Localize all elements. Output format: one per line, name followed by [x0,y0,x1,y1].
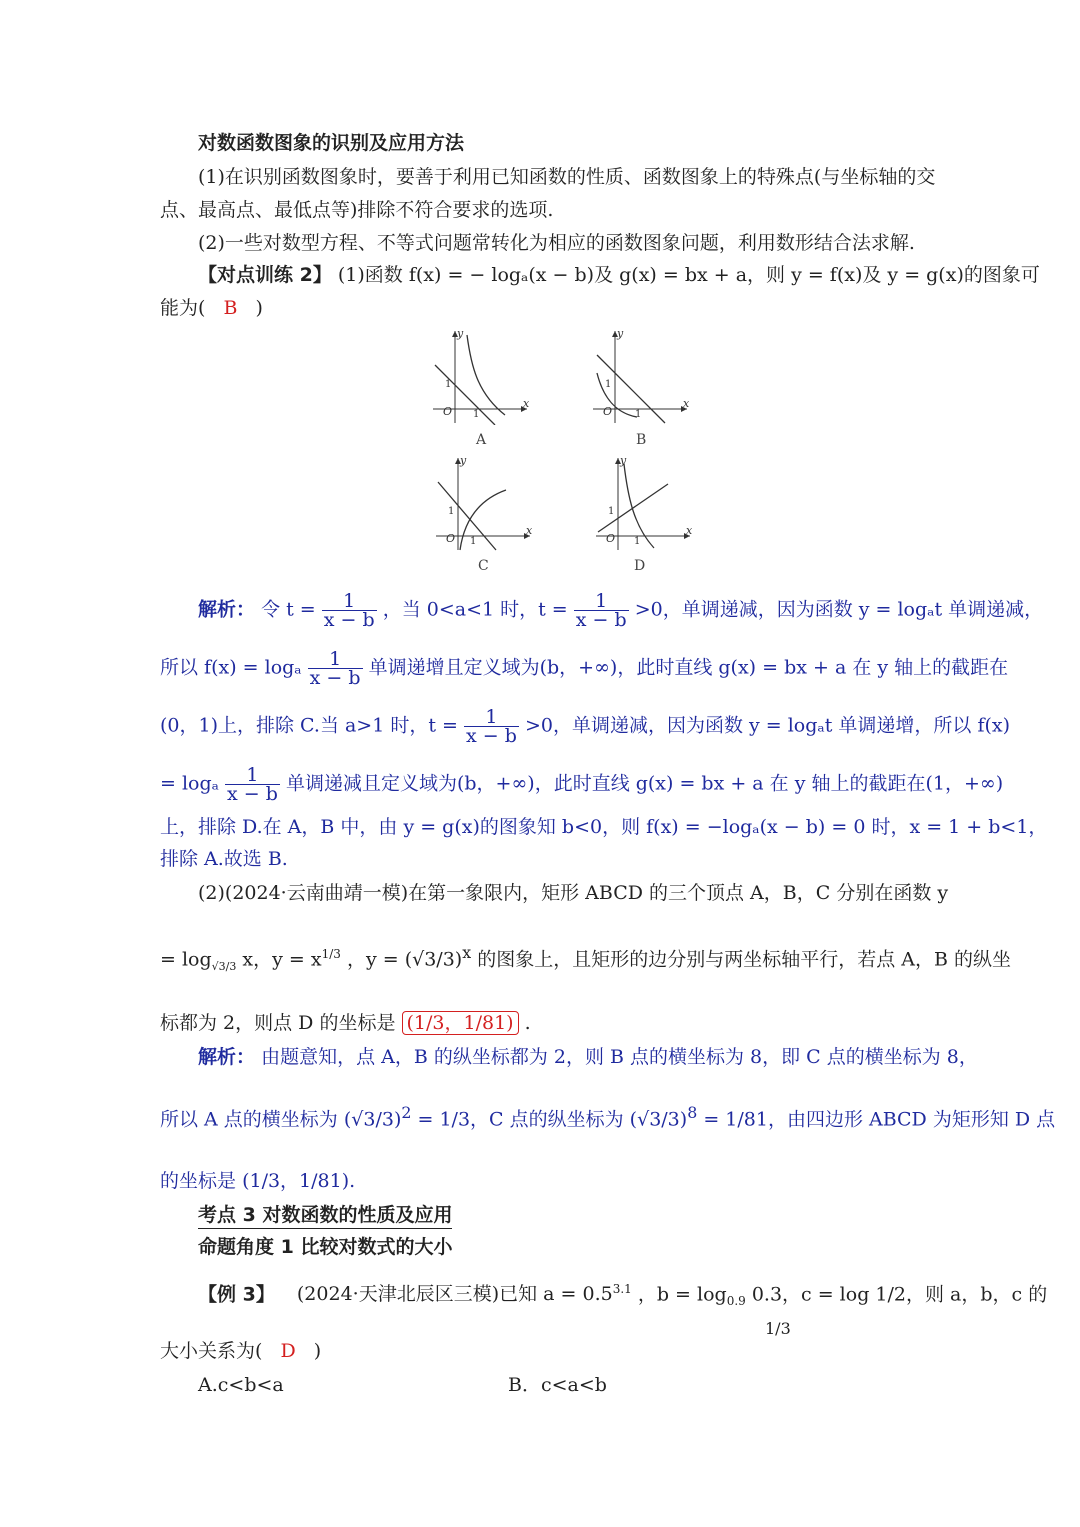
solution1-line6: 排除 A.故选 B. [160,848,288,870]
solution2-label: 解析： [198,1046,256,1068]
example3-line2 [160,1338,321,1364]
question2-line1: (2)(2024·云南曲靖一模)在第一象限内，矩形 ABCD 的三个顶点 A，B，C 分别在函数 y [198,882,949,904]
question2-line3 [160,1010,531,1036]
solution2-line2 [160,1100,1055,1132]
exponent: 8 [687,1103,698,1122]
section-heading: 对数函数图象的识别及应用方法 [198,132,465,154]
solution1-line4 [160,766,1003,803]
graph-b-label: B [636,432,647,448]
solution2-text: = 1/81，由四边形 ABCD 为矩形知 D 点 [703,1108,1056,1131]
base-paren: (√3/3) [343,1108,402,1131]
graph-c [428,452,538,552]
svg-text:1: 1 [448,506,455,517]
solution1-text: 所以 f(x) = logₐ [160,656,302,679]
frac-den: x − b [323,609,375,631]
svg-text:x: x [683,397,690,410]
example3-text: ) [313,1340,322,1362]
q2-text: 标都为 2，则点 D 的坐标是 [160,1012,396,1034]
training-text-2a: 能为( [160,297,206,319]
y-axis-label: y [457,327,464,340]
paragraph-1b: 点、最高点、最低点等)排除不符合要求的选项. [160,199,554,221]
solution1-text: (0，1)上，排除 C.当 a>1 时，t = [160,714,458,737]
frac-den: x − b [466,725,517,747]
example3-text: 1/2，则 a，b，c 的 [875,1283,1048,1306]
frac-den: x − b [309,667,361,689]
log-base: 0.9 [726,1294,746,1309]
solution1-text: 单调递减且定义域为(b，+∞)，此时直线 g(x) = bx + a 在 y 轴上的截距在(1，+∞) [285,772,1004,795]
svg-text:1: 1 [445,379,452,390]
q2-text: ，y = [346,948,399,971]
training-answer: B [223,297,238,319]
example3-line1 [198,1276,1047,1314]
graph-a-label: A [476,432,487,448]
solution1-text: ，当 0<a<1 时，t = [382,598,568,621]
frac-num: 1 [574,592,629,611]
solution2-text: 所以 A 点的横坐标为 [160,1108,338,1131]
base-paren: (√3/3) [629,1108,688,1131]
frac-den: x − b [227,783,278,805]
q2-answer: (1/3，1/81) [402,1011,519,1035]
option-b: B．c<a<b [508,1374,607,1396]
svg-text:O: O [603,405,613,418]
example3-text: 大小关系为( [160,1340,263,1362]
solution1-line1 [198,592,1043,629]
exponent: 3.1 [612,1282,632,1296]
solution1-label: 解析： [198,598,256,621]
svg-text:y: y [617,327,624,340]
svg-text:1: 1 [473,409,480,420]
example3-label: 【例 3】 [198,1283,275,1306]
graph-d-label: D [634,558,646,574]
solution1-line2 [160,650,1008,687]
svg-text:1: 1 [635,409,642,420]
solution1-line3 [160,708,1010,745]
q2-text: . [524,1012,531,1034]
solution1-text: 单调递增且定义域为(b，+∞)，此时直线 g(x) = bx + a 在 y 轴上的截距在 [368,656,1009,679]
option-a: A.c<b<a [198,1374,284,1396]
question2-line2 [160,940,1011,980]
solution2-answer: (1/3，1/81). [242,1170,356,1192]
log-base: √3/3 [211,960,237,974]
frac-num: 1 [464,708,519,727]
graph-c-label: C [478,558,489,574]
svg-text:x: x [686,524,693,537]
svg-text:O: O [446,532,456,545]
training-text: (1)函数 f(x) = − logₐ(x − b)及 g(x) = bx + a，则 y = f(x)及 y = g(x)的图象可 [337,264,1040,286]
section-title: 考点 3 对数函数的性质及应用 [198,1202,452,1229]
example3-text: ，b = log [637,1283,727,1306]
svg-text:O: O [443,405,453,418]
training-line [198,262,1040,288]
q2-text: = log [160,948,212,971]
exponent: 2 [401,1103,412,1122]
training-text-2b: ) [255,297,263,319]
solution2-line1 [198,1044,978,1070]
svg-text:O: O [606,532,616,545]
frac-num: 1 [225,766,280,785]
solution2-line3 [160,1168,355,1194]
q2-text: x，y = x [242,948,322,971]
exponent: 1/3 [321,947,341,961]
solution1-text: >0，单调递减，因为函数 y = logₐt 单调递增，所以 f(x) [524,714,1011,737]
solution1-text: >0，单调递减，因为函数 y = logₐt 单调递减， [634,598,1044,621]
solution2-text: 的坐标是 [160,1170,237,1192]
example3-text: 0.3，c = log [751,1283,870,1306]
training-label: 【对点训练 2】 [198,264,332,286]
svg-text:x: x [526,524,533,537]
paragraph-2: (2)一些对数型方程、不等式问题常转化为相应的函数图象问题，利用数形结合法求解. [198,232,915,254]
frac-den: x − b [575,609,627,631]
solution1-text: = logₐ [160,772,219,795]
svg-text:1: 1 [608,506,615,517]
exponent: x [462,943,472,962]
solution1-text: 令 t = [261,598,316,621]
base-paren: (√3/3) [404,948,463,971]
paragraph-1a: (1)在识别函数图象时，要善于利用已知函数的性质、函数图象上的特殊点(与坐标轴的交 [198,166,936,188]
solution2-text: 由题意知，点 A，B 的纵坐标都为 2，则 B 点的横坐标为 8，即 C 点的横坐标为 8， [261,1046,978,1068]
frac-num: 1 [308,650,363,669]
svg-text:y: y [460,454,467,467]
svg-text:1: 1 [634,536,641,547]
frac-num: 1 [322,592,377,611]
graph-b [585,325,695,425]
svg-text:y: y [620,454,627,467]
svg-text:1: 1 [470,536,477,547]
solution2-text: = 1/3，C 点的纵坐标为 [417,1108,624,1131]
example3-answer: D [280,1340,296,1362]
graph-a [425,325,535,425]
subsection-title: 命题角度 1 比较对数式的大小 [198,1236,453,1258]
log-base-c: 1/3 [765,1319,791,1338]
x-axis-label: x [523,397,530,410]
solution1-line5: 上，排除 D.在 A，B 中，由 y = g(x)的图象知 b<0，则 f(x) = −logₐ(x − b) = 0 时，x = 1 + b<1， [160,816,1048,838]
q2-text: 的图象上，且矩形的边分别与两坐标轴平行，若点 A，B 的纵坐 [477,948,1011,971]
example3-text: (2024·天津北辰区三模)已知 a = 0.5 [296,1283,613,1306]
graph-d [588,452,698,552]
svg-text:1: 1 [605,379,612,390]
training-line-2 [160,295,263,321]
